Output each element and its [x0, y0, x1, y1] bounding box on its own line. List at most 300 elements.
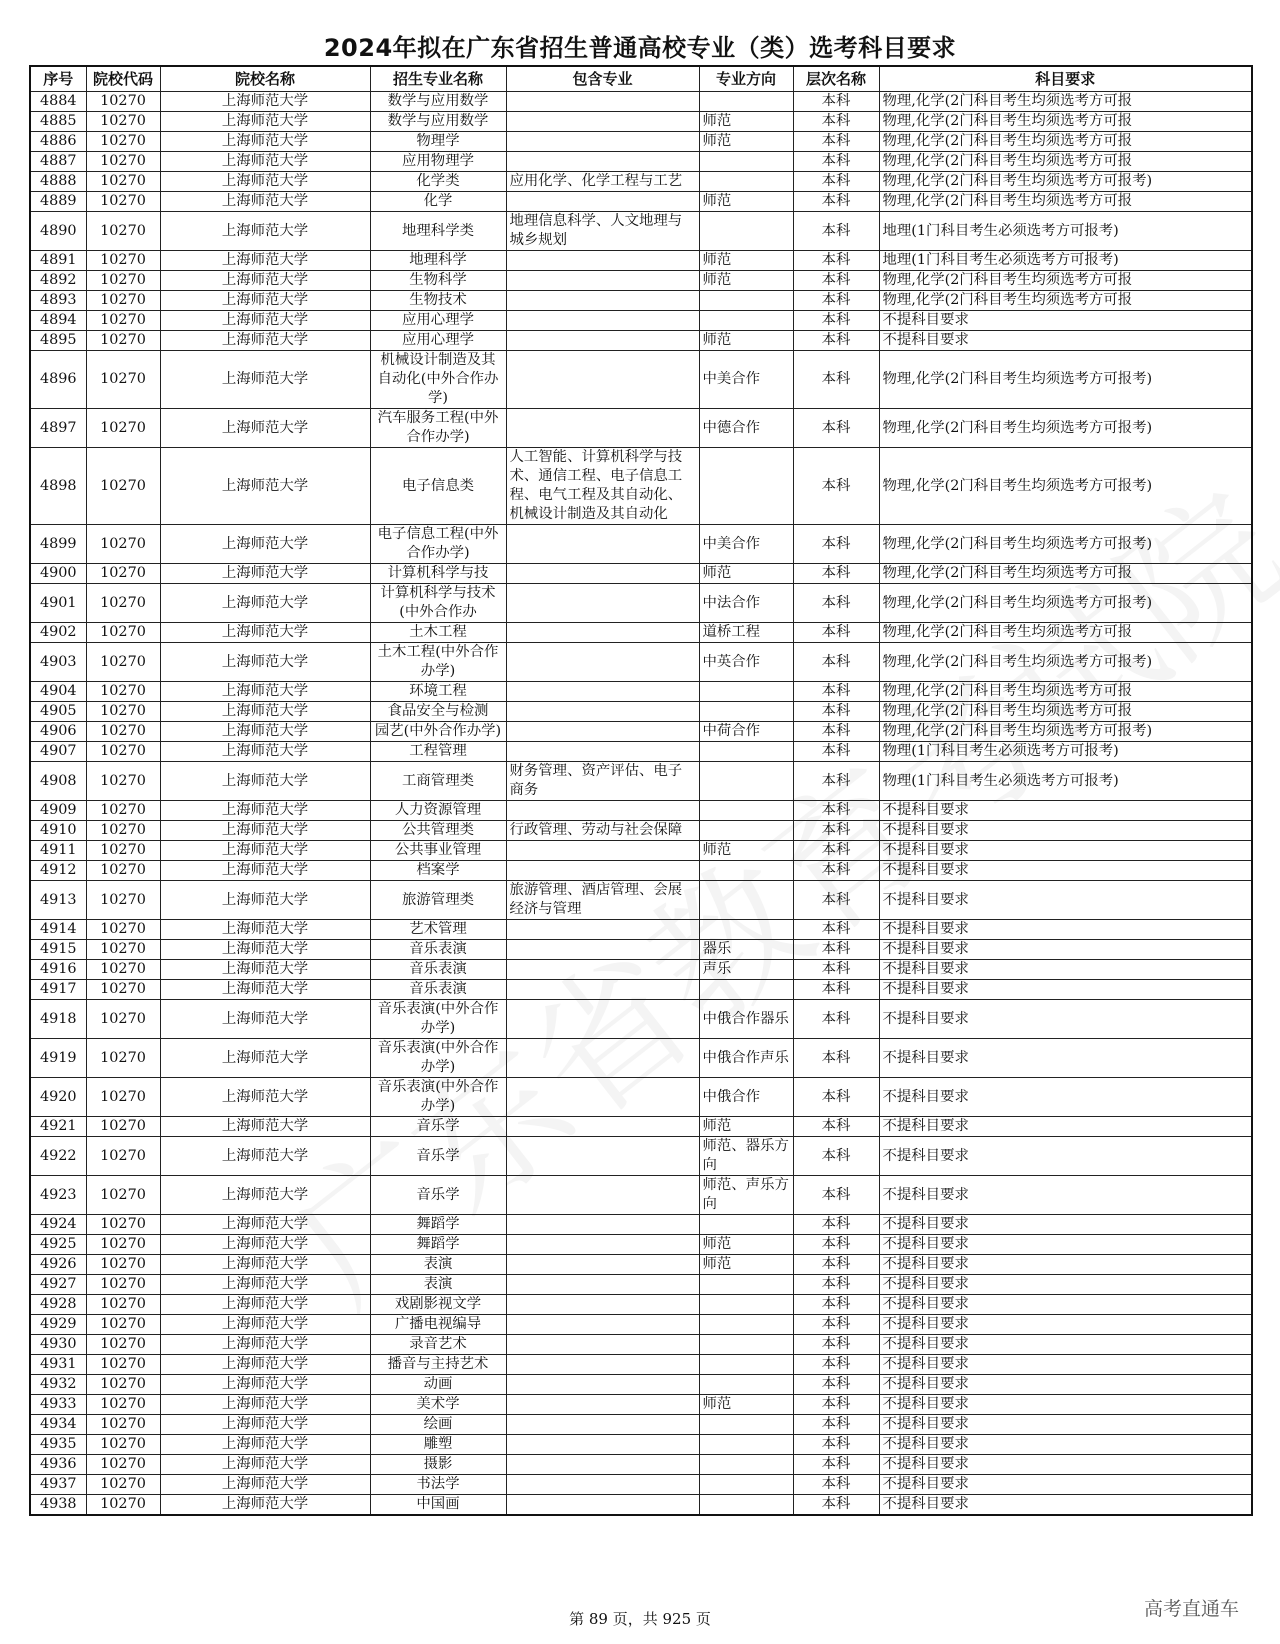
cell-index: 4899 [30, 525, 86, 564]
table-row [30, 351, 1252, 409]
table-row [30, 212, 1252, 251]
cell-school-code: 10270 [86, 1117, 160, 1137]
cell-included-majors [506, 311, 699, 331]
cell-level: 本科 [793, 722, 879, 742]
cell-direction [699, 1355, 793, 1375]
cell-index: 4921 [30, 1117, 86, 1137]
cell-subject-req: 不提科目要求 [879, 1475, 1252, 1495]
cell-major-name: 音乐学 [370, 1137, 506, 1176]
cell-direction [699, 1335, 793, 1355]
cell-index: 4902 [30, 623, 86, 643]
cell-direction: 师范 [699, 192, 793, 212]
cell-major-name: 舞蹈学 [370, 1215, 506, 1235]
cell-subject-req: 不提科目要求 [879, 1315, 1252, 1335]
cell-school-name: 上海师范大学 [160, 920, 370, 940]
cell-direction: 师范 [699, 112, 793, 132]
cell-major-name: 旅游管理类 [370, 881, 506, 920]
cell-major-name: 汽车服务工程(中外合作办学) [370, 409, 506, 448]
cell-major-name: 电子信息工程(中外合作办学) [370, 525, 506, 564]
cell-school-code: 10270 [86, 1335, 160, 1355]
cell-subject-req: 物理(1门科目考生必须选考方可报考) [879, 742, 1252, 762]
cell-school-name: 上海师范大学 [160, 448, 370, 525]
cell-school-name: 上海师范大学 [160, 1117, 370, 1137]
cell-school-name: 上海师范大学 [160, 1039, 370, 1078]
table-row [30, 1475, 1252, 1495]
cell-school-code: 10270 [86, 271, 160, 291]
cell-major-name: 音乐表演(中外合作办学) [370, 1039, 506, 1078]
cell-school-code: 10270 [86, 212, 160, 251]
cell-school-name: 上海师范大学 [160, 192, 370, 212]
cell-school-name: 上海师范大学 [160, 1455, 370, 1475]
cell-school-code: 10270 [86, 881, 160, 920]
cell-direction [699, 172, 793, 192]
cell-direction [699, 1295, 793, 1315]
cell-subject-req: 不提科目要求 [879, 1355, 1252, 1375]
cell-level: 本科 [793, 251, 879, 271]
cell-included-majors: 财务管理、资产评估、电子商务 [506, 762, 699, 801]
table-row [30, 132, 1252, 152]
cell-included-majors [506, 409, 699, 448]
cell-subject-req: 不提科目要求 [879, 841, 1252, 861]
cell-included-majors [506, 271, 699, 291]
cell-major-name: 音乐表演(中外合作办学) [370, 1078, 506, 1117]
cell-school-code: 10270 [86, 722, 160, 742]
cell-index: 4918 [30, 1000, 86, 1039]
cell-school-code: 10270 [86, 960, 160, 980]
cell-direction [699, 1415, 793, 1435]
cell-index: 4911 [30, 841, 86, 861]
cell-subject-req: 物理,化学(2门科目考生均须选考方可报 [879, 112, 1252, 132]
cell-level: 本科 [793, 1375, 879, 1395]
page-title: 2024年拟在广东省招生普通高校专业（类）选考科目要求 [323, 34, 957, 62]
cell-direction [699, 92, 793, 112]
cell-major-name: 绘画 [370, 1415, 506, 1435]
cell-included-majors [506, 742, 699, 762]
cell-subject-req: 物理,化学(2门科目考生均须选考方可报 [879, 682, 1252, 702]
cell-direction: 师范 [699, 841, 793, 861]
cell-major-name: 地理科学 [370, 251, 506, 271]
cell-major-name: 土木工程(中外合作办学) [370, 643, 506, 682]
cell-index: 4894 [30, 311, 86, 331]
cell-major-name: 舞蹈学 [370, 1235, 506, 1255]
cell-direction [699, 861, 793, 881]
table-row [30, 1455, 1252, 1475]
cell-included-majors [506, 801, 699, 821]
cell-major-name: 工商管理类 [370, 762, 506, 801]
cell-index: 4884 [30, 92, 86, 112]
cell-direction: 道桥工程 [699, 623, 793, 643]
cell-major-name: 应用心理学 [370, 311, 506, 331]
cell-direction: 中俄合作 [699, 1078, 793, 1117]
cell-index: 4904 [30, 682, 86, 702]
cell-school-code: 10270 [86, 702, 160, 722]
cell-major-name: 公共事业管理 [370, 841, 506, 861]
cell-level: 本科 [793, 409, 879, 448]
cell-major-name: 应用物理学 [370, 152, 506, 172]
cell-direction [699, 1435, 793, 1455]
cell-school-name: 上海师范大学 [160, 1355, 370, 1375]
cell-included-majors [506, 682, 699, 702]
table-row [30, 192, 1252, 212]
cell-direction [699, 920, 793, 940]
header-direction: 专业方向 [699, 66, 793, 92]
cell-level: 本科 [793, 525, 879, 564]
cell-direction: 师范、声乐方向 [699, 1176, 793, 1215]
cell-subject-req: 物理,化学(2门科目考生均须选考方可报考) [879, 584, 1252, 623]
cell-subject-req: 不提科目要求 [879, 1255, 1252, 1275]
cell-school-name: 上海师范大学 [160, 271, 370, 291]
cell-included-majors [506, 1495, 699, 1516]
cell-index: 4890 [30, 212, 86, 251]
cell-direction: 师范 [699, 251, 793, 271]
cell-school-code: 10270 [86, 861, 160, 881]
cell-direction [699, 1275, 793, 1295]
cell-school-code: 10270 [86, 409, 160, 448]
cell-school-name: 上海师范大学 [160, 1335, 370, 1355]
cell-direction: 中英合作 [699, 643, 793, 682]
cell-direction [699, 311, 793, 331]
cell-index: 4889 [30, 192, 86, 212]
cell-index: 4885 [30, 112, 86, 132]
cell-school-code: 10270 [86, 1215, 160, 1235]
cell-index: 4912 [30, 861, 86, 881]
table-row [30, 623, 1252, 643]
cell-included-majors [506, 920, 699, 940]
cell-included-majors [506, 722, 699, 742]
cell-school-name: 上海师范大学 [160, 92, 370, 112]
cell-included-majors [506, 1137, 699, 1176]
cell-school-name: 上海师范大学 [160, 1235, 370, 1255]
table-row [30, 1415, 1252, 1435]
cell-school-name: 上海师范大学 [160, 311, 370, 331]
cell-direction: 师范 [699, 1255, 793, 1275]
cell-school-code: 10270 [86, 1295, 160, 1315]
cell-school-name: 上海师范大学 [160, 1435, 370, 1455]
cell-subject-req: 不提科目要求 [879, 980, 1252, 1000]
cell-school-code: 10270 [86, 623, 160, 643]
cell-direction [699, 881, 793, 920]
cell-index: 4908 [30, 762, 86, 801]
table-row [30, 1275, 1252, 1295]
cell-subject-req: 不提科目要求 [879, 1078, 1252, 1117]
cell-school-code: 10270 [86, 980, 160, 1000]
cell-index: 4935 [30, 1435, 86, 1455]
cell-included-majors [506, 643, 699, 682]
cell-direction [699, 821, 793, 841]
cell-included-majors [506, 331, 699, 351]
cell-index: 4888 [30, 172, 86, 192]
header-school-name: 院校名称 [160, 66, 370, 92]
cell-level: 本科 [793, 92, 879, 112]
cell-included-majors [506, 291, 699, 311]
table-row [30, 152, 1252, 172]
cell-major-name: 数学与应用数学 [370, 112, 506, 132]
cell-included-majors: 人工智能、计算机科学与技术、通信工程、电子信息工程、电气工程及其自动化、机械设计制造及其自动化 [506, 448, 699, 525]
cell-major-name: 机械设计制造及其自动化(中外合作办学) [370, 351, 506, 409]
cell-index: 4938 [30, 1495, 86, 1516]
cell-direction: 中美合作 [699, 351, 793, 409]
cell-direction [699, 762, 793, 801]
cell-school-code: 10270 [86, 940, 160, 960]
cell-index: 4898 [30, 448, 86, 525]
cell-index: 4930 [30, 1335, 86, 1355]
cell-school-name: 上海师范大学 [160, 960, 370, 980]
cell-direction: 师范 [699, 271, 793, 291]
cell-school-code: 10270 [86, 112, 160, 132]
cell-school-name: 上海师范大学 [160, 1255, 370, 1275]
cell-school-name: 上海师范大学 [160, 682, 370, 702]
table-row [30, 1137, 1252, 1176]
cell-level: 本科 [793, 351, 879, 409]
cell-level: 本科 [793, 940, 879, 960]
table-row [30, 1078, 1252, 1117]
cell-direction [699, 212, 793, 251]
header-school-code: 院校代码 [86, 66, 160, 92]
cell-major-name: 录音艺术 [370, 1335, 506, 1355]
cell-index: 4924 [30, 1215, 86, 1235]
cell-included-majors [506, 1415, 699, 1435]
cell-major-name: 音乐表演 [370, 940, 506, 960]
cell-major-name: 化学类 [370, 172, 506, 192]
cell-level: 本科 [793, 762, 879, 801]
table-row [30, 1375, 1252, 1395]
cell-level: 本科 [793, 1137, 879, 1176]
table-row [30, 1435, 1252, 1455]
cell-subject-req: 地理(1门科目考生必须选考方可报考) [879, 212, 1252, 251]
header-subject-req: 科目要求 [879, 66, 1252, 92]
cell-school-code: 10270 [86, 564, 160, 584]
cell-school-name: 上海师范大学 [160, 801, 370, 821]
cell-included-majors [506, 980, 699, 1000]
cell-major-name: 戏剧影视文学 [370, 1295, 506, 1315]
cell-level: 本科 [793, 1415, 879, 1435]
cell-subject-req: 不提科目要求 [879, 1435, 1252, 1455]
cell-included-majors [506, 940, 699, 960]
cell-subject-req: 物理,化学(2门科目考生均须选考方可报考) [879, 525, 1252, 564]
table-row [30, 1295, 1252, 1315]
cell-school-name: 上海师范大学 [160, 525, 370, 564]
cell-level: 本科 [793, 1455, 879, 1475]
cell-subject-req: 地理(1门科目考生必须选考方可报考) [879, 251, 1252, 271]
cell-major-name: 广播电视编导 [370, 1315, 506, 1335]
cell-direction: 师范 [699, 1235, 793, 1255]
table-row [30, 821, 1252, 841]
cell-major-name: 中国画 [370, 1495, 506, 1516]
table-body [30, 92, 1252, 1516]
cell-level: 本科 [793, 1495, 879, 1516]
cell-major-name: 计算机科学与技 [370, 564, 506, 584]
cell-level: 本科 [793, 841, 879, 861]
cell-school-name: 上海师范大学 [160, 821, 370, 841]
cell-direction: 师范、器乐方向 [699, 1137, 793, 1176]
cell-school-name: 上海师范大学 [160, 1395, 370, 1415]
cell-direction [699, 1455, 793, 1475]
cell-school-code: 10270 [86, 920, 160, 940]
cell-level: 本科 [793, 821, 879, 841]
cell-level: 本科 [793, 1295, 879, 1315]
table-row [30, 643, 1252, 682]
cell-included-majors [506, 1335, 699, 1355]
cell-school-name: 上海师范大学 [160, 584, 370, 623]
cell-direction: 师范 [699, 1395, 793, 1415]
table-row [30, 1215, 1252, 1235]
cell-major-name: 食品安全与检测 [370, 702, 506, 722]
cell-included-majors [506, 132, 699, 152]
cell-included-majors [506, 584, 699, 623]
cell-school-name: 上海师范大学 [160, 1375, 370, 1395]
cell-index: 4903 [30, 643, 86, 682]
table-row [30, 1355, 1252, 1375]
cell-level: 本科 [793, 801, 879, 821]
table-row [30, 980, 1252, 1000]
cell-included-majors [506, 861, 699, 881]
cell-subject-req: 不提科目要求 [879, 1039, 1252, 1078]
cell-included-majors [506, 1455, 699, 1475]
cell-index: 4916 [30, 960, 86, 980]
table-row [30, 172, 1252, 192]
cell-level: 本科 [793, 1235, 879, 1255]
cell-subject-req: 不提科目要求 [879, 1455, 1252, 1475]
cell-included-majors [506, 1295, 699, 1315]
cell-direction [699, 448, 793, 525]
cell-school-name: 上海师范大学 [160, 1137, 370, 1176]
cell-direction [699, 980, 793, 1000]
cell-direction [699, 1215, 793, 1235]
cell-major-name: 播音与主持艺术 [370, 1355, 506, 1375]
header-included-majors: 包含专业 [506, 66, 699, 92]
cell-index: 4926 [30, 1255, 86, 1275]
cell-level: 本科 [793, 1000, 879, 1039]
table-row [30, 584, 1252, 623]
cell-index: 4900 [30, 564, 86, 584]
cell-major-name: 公共管理类 [370, 821, 506, 841]
cell-major-name: 音乐表演 [370, 960, 506, 980]
cell-major-name: 土木工程 [370, 623, 506, 643]
cell-direction: 中美合作 [699, 525, 793, 564]
cell-subject-req: 不提科目要求 [879, 1375, 1252, 1395]
header-level: 层次名称 [793, 66, 879, 92]
cell-included-majors [506, 1475, 699, 1495]
cell-level: 本科 [793, 192, 879, 212]
cell-included-majors [506, 1375, 699, 1395]
table-row [30, 1495, 1252, 1516]
cell-index: 4915 [30, 940, 86, 960]
cell-major-name: 应用心理学 [370, 331, 506, 351]
table-row [30, 1039, 1252, 1078]
cell-major-name: 园艺(中外合作办学) [370, 722, 506, 742]
cell-level: 本科 [793, 212, 879, 251]
table-row [30, 742, 1252, 762]
cell-direction: 中法合作 [699, 584, 793, 623]
cell-level: 本科 [793, 584, 879, 623]
cell-level: 本科 [793, 1275, 879, 1295]
cell-included-majors [506, 152, 699, 172]
cell-direction [699, 1475, 793, 1495]
cell-school-name: 上海师范大学 [160, 1475, 370, 1495]
cell-subject-req: 不提科目要求 [879, 821, 1252, 841]
cell-direction: 师范 [699, 564, 793, 584]
cell-index: 4891 [30, 251, 86, 271]
cell-school-name: 上海师范大学 [160, 722, 370, 742]
cell-major-name: 音乐学 [370, 1117, 506, 1137]
cell-index: 4934 [30, 1415, 86, 1435]
cell-school-code: 10270 [86, 1176, 160, 1215]
cell-included-majors [506, 1000, 699, 1039]
cell-index: 4901 [30, 584, 86, 623]
cell-level: 本科 [793, 1078, 879, 1117]
cell-index: 4917 [30, 980, 86, 1000]
cell-included-majors: 应用化学、化学工程与工艺 [506, 172, 699, 192]
cell-direction [699, 1375, 793, 1395]
cell-level: 本科 [793, 861, 879, 881]
table-row [30, 271, 1252, 291]
cell-subject-req: 不提科目要求 [879, 1235, 1252, 1255]
cell-level: 本科 [793, 1117, 879, 1137]
cell-subject-req: 不提科目要求 [879, 920, 1252, 940]
cell-subject-req: 不提科目要求 [879, 881, 1252, 920]
cell-school-name: 上海师范大学 [160, 112, 370, 132]
cell-index: 4929 [30, 1315, 86, 1335]
cell-level: 本科 [793, 1215, 879, 1235]
cell-school-code: 10270 [86, 1235, 160, 1255]
cell-included-majors: 地理信息科学、人文地理与城乡规划 [506, 212, 699, 251]
table-row [30, 881, 1252, 920]
cell-level: 本科 [793, 132, 879, 152]
table-row [30, 564, 1252, 584]
cell-included-majors [506, 192, 699, 212]
cell-school-name: 上海师范大学 [160, 409, 370, 448]
cell-level: 本科 [793, 623, 879, 643]
cell-direction [699, 152, 793, 172]
cell-direction: 中俄合作声乐 [699, 1039, 793, 1078]
table-row [30, 1000, 1252, 1039]
cell-school-name: 上海师范大学 [160, 940, 370, 960]
header-major-name: 招生专业名称 [370, 66, 506, 92]
header-index: 序号 [30, 66, 86, 92]
cell-index: 4927 [30, 1275, 86, 1295]
cell-direction [699, 801, 793, 821]
cell-school-code: 10270 [86, 1355, 160, 1375]
cell-school-name: 上海师范大学 [160, 132, 370, 152]
cell-level: 本科 [793, 1355, 879, 1375]
table-row [30, 409, 1252, 448]
cell-school-name: 上海师范大学 [160, 742, 370, 762]
cell-school-code: 10270 [86, 1255, 160, 1275]
cell-level: 本科 [793, 448, 879, 525]
cell-school-code: 10270 [86, 291, 160, 311]
cell-direction: 师范 [699, 132, 793, 152]
cell-subject-req: 物理,化学(2门科目考生均须选考方可报 [879, 192, 1252, 212]
cell-subject-req: 不提科目要求 [879, 1395, 1252, 1415]
cell-index: 4887 [30, 152, 86, 172]
cell-index: 4923 [30, 1176, 86, 1215]
cell-major-name: 人力资源管理 [370, 801, 506, 821]
cell-school-code: 10270 [86, 448, 160, 525]
table-row [30, 1235, 1252, 1255]
cell-index: 4893 [30, 291, 86, 311]
cell-subject-req: 不提科目要求 [879, 940, 1252, 960]
cell-level: 本科 [793, 881, 879, 920]
cell-level: 本科 [793, 291, 879, 311]
table-row [30, 920, 1252, 940]
table-row [30, 801, 1252, 821]
table-row [30, 960, 1252, 980]
cell-level: 本科 [793, 742, 879, 762]
cell-included-majors [506, 564, 699, 584]
cell-school-name: 上海师范大学 [160, 1315, 370, 1335]
cell-major-name: 表演 [370, 1275, 506, 1295]
cell-major-name: 环境工程 [370, 682, 506, 702]
